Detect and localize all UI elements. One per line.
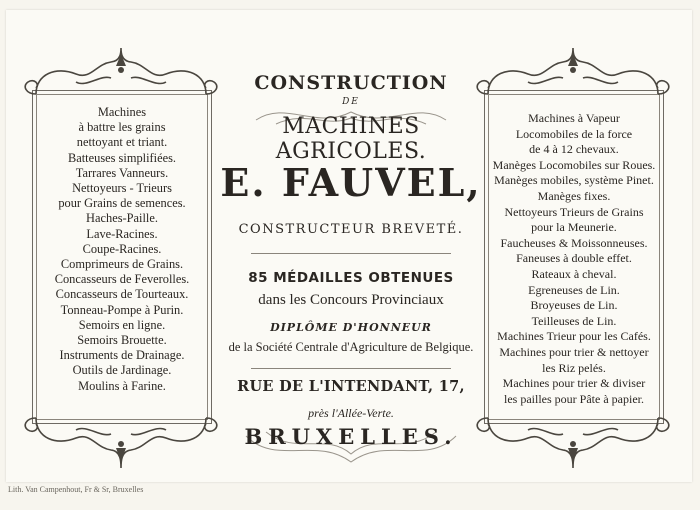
right-item: Machines pour trier & diviser — [502, 376, 646, 391]
right-product-list — [485, 111, 663, 407]
left-item: Batteuses simplifiées. — [67, 150, 177, 165]
right-item: Manèges fixes. — [537, 188, 611, 203]
left-item: Concasseurs de Tourteaux. — [55, 287, 189, 302]
left-product-list — [33, 105, 211, 394]
left-top-scroll-ornament — [16, 44, 226, 104]
concours-line: dans les Concours Provinciaux — [258, 292, 444, 308]
right-item: Egreneuses de Lin. — [528, 282, 620, 297]
construction-heading: CONSTRUCTION — [254, 72, 448, 94]
right-item: les pailles pour Pâte à papier. — [504, 391, 644, 406]
right-item: les Riz pelés. — [542, 360, 606, 375]
printer-credit: Lith. Van Campenhout, Fr & Sr, Bruxelles — [8, 485, 144, 494]
divider-top — [251, 253, 451, 254]
left-item: Tarrares Vanneurs. — [75, 165, 169, 180]
right-item: pour la Meunerie. — [531, 220, 617, 235]
left-item: pour Grains de semences. — [58, 196, 186, 211]
center-block — [211, 10, 491, 510]
left-item: à battre les grains — [78, 120, 166, 135]
right-item: Machines Trieur pour les Cafés. — [497, 329, 651, 344]
left-item: Moulins à Farine. — [78, 378, 166, 393]
right-item: Manèges mobiles, système Pinet. — [494, 173, 654, 188]
left-item: Semoirs en ligne. — [78, 317, 166, 332]
left-item: nettoyant et triant. — [76, 135, 168, 150]
left-item: Semoirs Brouette. — [77, 333, 167, 348]
left-item: Instruments de Drainage. — [59, 348, 185, 363]
address-line: RUE DE L'INTENDANT, 17, — [237, 378, 465, 395]
right-bottom-scroll-ornament — [468, 408, 678, 474]
right-item: Machines à Vapeur — [528, 111, 620, 125]
de-label: DE — [342, 97, 360, 107]
left-item: Nettoyeurs - Trieurs — [72, 181, 172, 196]
right-item: Manèges Locomobiles sur Roues. — [492, 157, 656, 172]
left-item: Outils de Jardinage. — [72, 363, 172, 378]
right-item: Broyeuses de Lin. — [530, 298, 618, 313]
societe-line: de la Société Centrale d'Agriculture de Belgique. — [228, 340, 474, 354]
city-line: BRUXELLES. — [244, 424, 458, 449]
left-item: Concasseurs de Feverolles. — [54, 272, 190, 287]
right-column-frame — [484, 90, 664, 424]
left-column-frame — [32, 90, 212, 424]
left-item: Haches-Paille. — [86, 211, 158, 226]
divider-bottom — [251, 368, 451, 369]
machines-agricoles-heading: MACHINES AGRICOLES. — [275, 114, 427, 164]
left-item: Lave-Racines. — [86, 226, 158, 241]
left-item: Comprimeurs de Grains. — [60, 257, 184, 272]
near-line: près l'Allée-Verte. — [308, 406, 394, 420]
right-item: Faucheuses & Moissonneuses. — [500, 235, 648, 250]
left-bottom-scroll-ornament — [16, 408, 226, 474]
right-top-scroll-ornament — [468, 44, 678, 104]
left-item: Coupe-Racines. — [82, 241, 162, 256]
company-name: E. FAUVEL, — [220, 160, 482, 205]
right-item: Teilleuses de Lin. — [531, 313, 617, 328]
left-item: Machines — [97, 105, 147, 119]
diplome-line: DIPLÔME D'HONNEUR — [270, 321, 432, 334]
right-item: Locomobiles de la force — [515, 126, 633, 141]
trade-card — [6, 10, 692, 482]
right-item: Machines pour trier & nettoyer — [499, 344, 649, 359]
medals-line: 85 MÉDAILLES OBTENUES — [248, 270, 454, 286]
right-item: Faneuses à double effet. — [516, 251, 632, 266]
right-item: Nettoyeurs Trieurs de Grains — [504, 204, 644, 219]
constructeur-title: CONSTRUCTEUR BREVETÉ. — [238, 222, 464, 237]
right-item: de 4 à 12 chevaux. — [529, 142, 619, 157]
right-item: Rateaux à cheval. — [531, 266, 617, 281]
left-item: Tonneau-Pompe à Purin. — [60, 302, 184, 317]
